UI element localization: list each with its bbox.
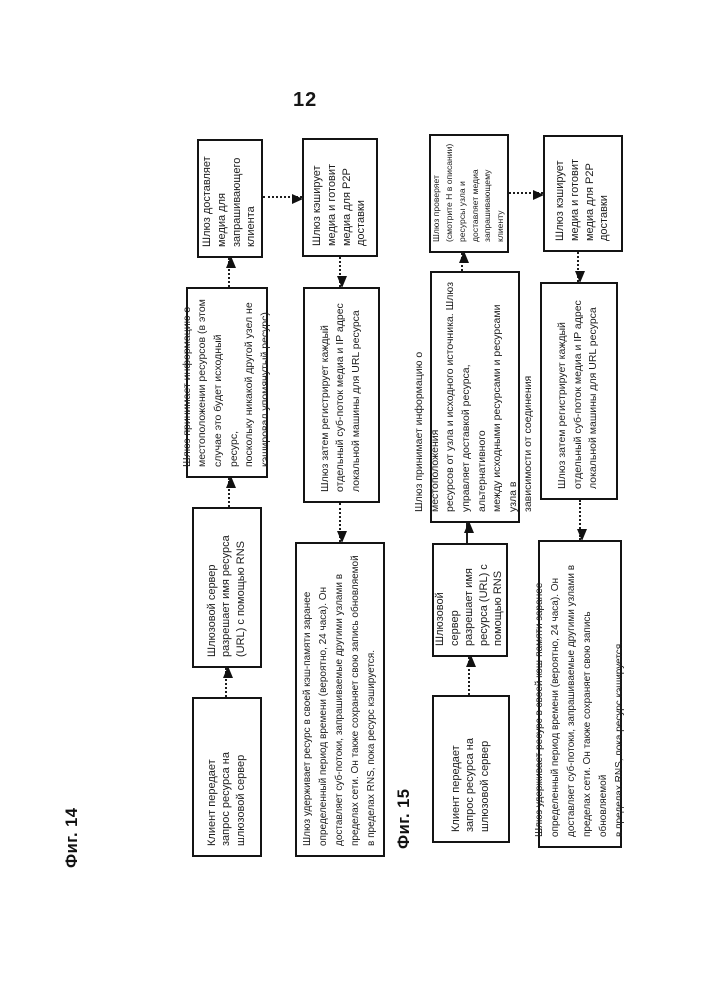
arrowhead-down-icon bbox=[337, 531, 347, 543]
fig15-box-hold-cache-text: Шлюз удерживает ресурс в своей кэш-памяти заранее определенный период времени (вероятно, 24 часа). Он доставляет суб-потоки, запрашиваемые другими узлами в пределах сети. Он также сохраняет свою запись обновляемой в пределах RNS, пока ресурс кэшируется. bbox=[533, 564, 625, 837]
fig14-box-deliver-media bbox=[197, 139, 263, 258]
fig15-box-receive-location-text: Шлюз принимает информацию о местоположения ресурсов от узла и исходного источника. Шлюз управляет доставкой ресурса, альтернативного между исходными ресурсами и ресурсами узла в зависимости от соединения bbox=[413, 281, 535, 512]
fig15-box-client-request-text: Клиент передает запрос ресурса на шлюзовой сервер bbox=[449, 737, 491, 832]
fig14-arrow-request-to-resolve bbox=[225, 668, 227, 697]
fig14-box-receive-location-text: Шлюз принимает информацию о местоположении ресурсов (в этом случае это будет исходный ресурс, поскольку никакой другой узел не кэшировал упомянутый ресурс) bbox=[180, 299, 271, 467]
fig14-box-client-request-text: Клиент передает запрос ресурса на шлюзовой сервер bbox=[205, 751, 247, 846]
fig15-box-hold-cache bbox=[533, 540, 625, 848]
fig14-box-resolve-url-text: Шлюзовой сервер разрешает имя ресурса (URL) с помощью RNS bbox=[205, 535, 247, 657]
arrowhead-up-icon bbox=[459, 251, 469, 263]
fig15-box-register-substreams-text: Шлюз затем регистрирует каждый отдельный суб-поток медиа и IP адрес локальной машины для URL ресурса bbox=[556, 300, 600, 489]
fig15-box-verify-deliver bbox=[429, 134, 509, 253]
arrowhead-down-icon bbox=[577, 529, 587, 541]
fig15-box-verify-deliver-text: Шлюз проверяет (смотрите Н в описании) ресурсы узла и доставляет медиа запрашивающему клиенту bbox=[431, 143, 505, 242]
fig15-arrow-cache-to-register bbox=[577, 252, 579, 282]
fig15-arrow-verify-to-cache bbox=[509, 192, 543, 194]
page-number: 12 bbox=[293, 89, 318, 111]
fig15-box-resolve-url bbox=[432, 543, 508, 657]
fig14-box-deliver-media-text: Шлюз доставляет медиа для запрашивающего клиента bbox=[201, 156, 258, 247]
fig14-box-client-request bbox=[192, 697, 262, 857]
arrowhead-up-icon bbox=[226, 256, 236, 268]
fig14-box-register-substreams bbox=[303, 287, 380, 503]
fig15-box-client-request bbox=[432, 695, 510, 843]
fig14-box-receive-location bbox=[180, 287, 271, 478]
fig15-label bbox=[395, 757, 427, 849]
fig15-box-receive-location bbox=[413, 271, 535, 523]
fig14-box-hold-cache-text: Шлюз удерживает ресурс в своей кэш-памяти заранее определенный период времени (вероятно, 24 часа). Он доставляет суб-потоки, запрашиваемые другими узлами в пределах сети. Он также сохраняет свою запись обновляемой в пределах RNS, пока ресурс кэшируется. bbox=[301, 555, 377, 846]
arrowhead-up-icon bbox=[223, 666, 233, 678]
fig14-arrow-cache-to-register bbox=[339, 257, 341, 287]
fig14-box-cache-media-text: Шлюз кэширует медиа и готовит медиа для P2P доставки bbox=[311, 163, 368, 246]
fig15-arrow-register-to-hold bbox=[579, 500, 581, 540]
arrowhead-up-icon bbox=[226, 476, 236, 488]
fig15-arrow-resolve-to-location bbox=[466, 523, 468, 543]
fig14-box-cache-media bbox=[302, 138, 378, 257]
arrowhead-down-icon bbox=[575, 271, 585, 283]
fig14-arrow-resolve-to-location bbox=[228, 478, 230, 507]
fig14-arrow-location-to-deliver bbox=[228, 258, 230, 287]
arrowhead-right-icon bbox=[533, 190, 544, 200]
arrowhead-down-icon bbox=[337, 276, 347, 288]
fig14-arrow-register-to-hold bbox=[339, 503, 341, 542]
fig15-arrow-location-to-verify bbox=[461, 253, 463, 271]
fig14-box-resolve-url bbox=[192, 507, 262, 668]
fig14-label bbox=[63, 770, 97, 868]
arrowhead-right-icon bbox=[292, 194, 303, 204]
fig14-box-register-substreams-text: Шлюз затем регистрирует каждый отдельный суб-поток медиа и IP адрес локальной машины для URL ресурса bbox=[318, 303, 362, 492]
fig14-box-hold-cache bbox=[295, 542, 385, 857]
fig15-box-cache-media-text: Шлюз кэширует медиа и готовит медиа для P2P доставки bbox=[554, 158, 611, 241]
fig15-box-resolve-url-text: Шлюзовой сервер разрешает имя ресурса (URL) с помощью RNS bbox=[434, 564, 505, 646]
fig15-box-cache-media bbox=[543, 135, 623, 252]
fig14-label-text: Фиг. 14 bbox=[63, 807, 81, 868]
fig15-label-text: Фиг. 15 bbox=[395, 788, 413, 849]
arrowhead-up-icon bbox=[466, 655, 476, 667]
fig14-arrow-deliver-to-cache bbox=[263, 196, 302, 198]
arrowhead-up-icon bbox=[464, 521, 474, 533]
fig15-box-register-substreams bbox=[540, 282, 618, 500]
fig15-arrow-request-to-resolve bbox=[468, 657, 470, 695]
